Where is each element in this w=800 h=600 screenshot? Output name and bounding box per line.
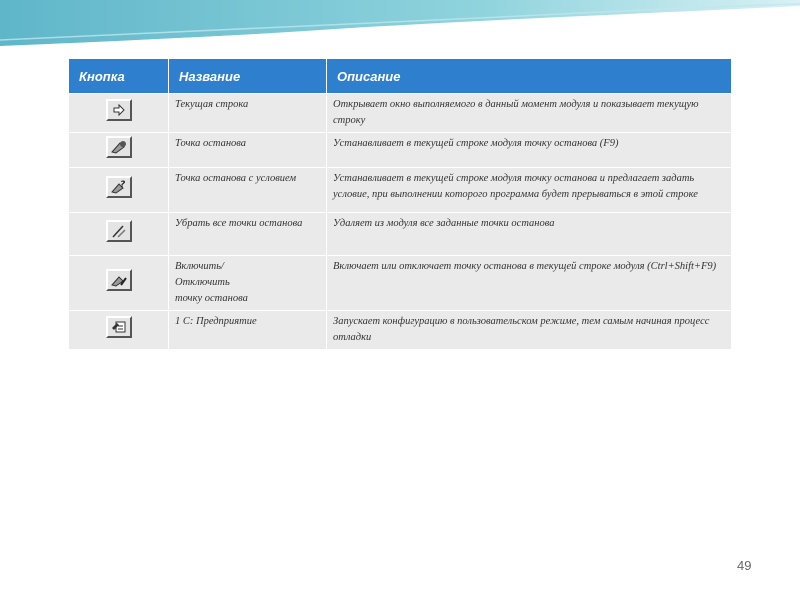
row-name: Точка останова [169,133,327,168]
row-name-line: Включить/ [175,261,224,272]
table-row [69,133,732,168]
row-name-multiline [169,256,327,311]
row-description: Устанавливает в текущей строке модуля точку останова (F9) [327,133,732,168]
column-header-button: Кнопка [69,59,169,94]
table-row [69,256,732,311]
row-name: 1 С: Предприятие [169,311,327,350]
table-row [69,311,732,350]
remove-breakpoints-icon [106,220,132,242]
row-description: Удаляет из модуля все заданные точки останова [327,213,732,256]
row-description: Запускает конфигурацию в пользовательском режиме, тем самым начиная процесс отладки [327,311,732,350]
column-header-name: Название [169,59,327,94]
debug-buttons-table [68,58,731,350]
row-name-line: Отключить [175,277,230,288]
table-header-row [69,59,732,94]
table-row [69,168,732,213]
table-row [69,213,732,256]
toggle-breakpoint-icon [106,269,132,291]
breakpoint-icon [106,136,132,158]
conditional-breakpoint-icon [106,176,132,198]
table-row [69,94,732,133]
row-name-line: точку останова [175,293,248,304]
decorative-header-wave [0,0,800,60]
row-name: Убрать все точки останова [169,213,327,256]
svg-text:?: ? [119,180,125,190]
row-description: Включает или отключает точку останова в текущей строке модуля (Ctrl+Shift+F9) [327,256,732,311]
arrow-right-icon [106,99,132,121]
column-header-description: Описание [327,59,732,94]
page-number: 49 [737,558,752,573]
enterprise-launch-icon [106,316,132,338]
row-name: Точка останова с условием [169,168,327,213]
row-description: Устанавливает в текущей строке модуля точку останова и предлагает задать условие, при выполнении которого программа будет прерываться в этой строке [327,168,732,213]
row-description: Открывает окно выполняемого в данный момент модуля и показывает текущую строку [327,94,732,133]
row-name: Текущая строка [169,94,327,133]
